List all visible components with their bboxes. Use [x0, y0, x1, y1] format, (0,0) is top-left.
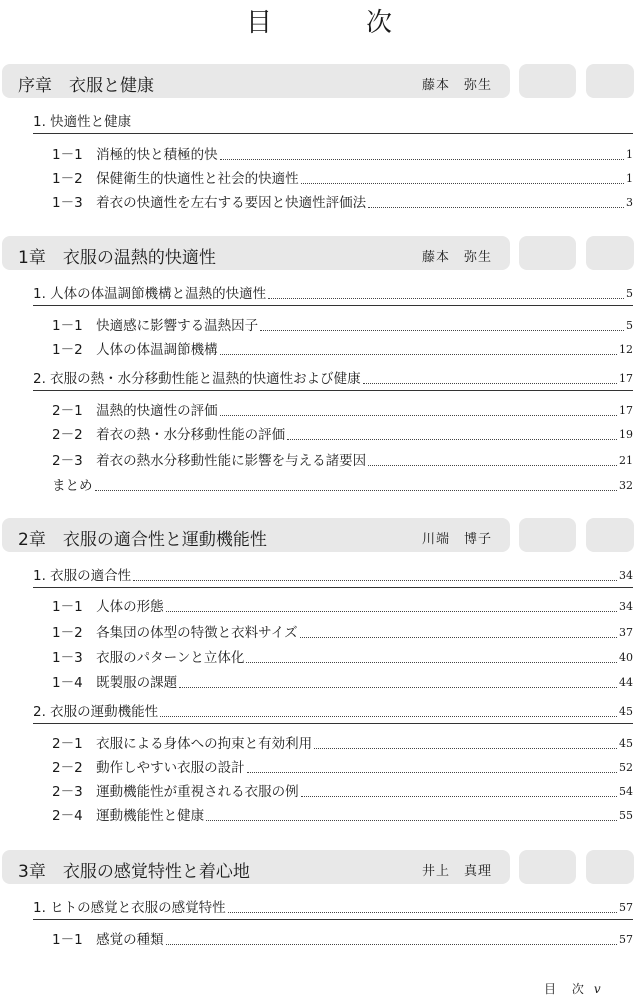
dot-leader: [246, 662, 617, 663]
chapter-title-bar: [2, 64, 510, 98]
dot-leader: [301, 796, 617, 797]
toc-entry[interactable]: [52, 807, 633, 825]
toc-entry[interactable]: [52, 452, 633, 470]
chapter-tab-box: [519, 64, 576, 98]
entry-label: 2－1 温熱的快適性の評価: [52, 403, 218, 419]
toc-entry[interactable]: [52, 759, 633, 777]
entry-label: 1－2 保健衛生的快適性と社会的快適性: [52, 171, 299, 187]
toc-entry[interactable]: [52, 598, 633, 616]
page-number: 45: [619, 705, 633, 718]
entry-label: 1－4 既製服の課題: [52, 675, 178, 691]
page-number: 1: [626, 172, 633, 185]
entry-label: 2－2 動作しやすい衣服の設計: [52, 760, 245, 776]
page-number: 57: [619, 901, 633, 914]
chapter-title-bar: [2, 236, 510, 270]
entry-label: 1－1 人体の形態: [52, 599, 164, 615]
dot-leader: [300, 637, 617, 638]
dot-leader: [368, 207, 624, 208]
page-number: 55: [619, 809, 633, 822]
entry-label: 1－1 感覚の種類: [52, 932, 164, 948]
entry-label: 1－3 衣服のパターンと立体化: [52, 650, 245, 666]
dot-leader: [206, 820, 617, 821]
dot-leader: [220, 415, 617, 416]
section-rule: [33, 723, 633, 724]
dot-leader: [314, 748, 617, 749]
toc-entry[interactable]: [52, 649, 633, 667]
page-number: 40: [619, 651, 633, 664]
chapter-tab-box: [519, 518, 576, 552]
entry-label: 2－4 運動機能性と健康: [52, 808, 205, 824]
chapter-tab-box: [586, 518, 634, 552]
page-number: 32: [619, 479, 633, 492]
toc-entry[interactable]: [52, 146, 633, 164]
dot-leader: [301, 183, 624, 184]
toc-entry[interactable]: [52, 426, 633, 444]
dot-leader: [220, 354, 617, 355]
toc-entry[interactable]: [52, 317, 633, 335]
section-label: 2. 衣服の熱・水分移動性能と温熱的快適性および健康: [33, 371, 361, 387]
page-title: 目 次: [245, 8, 426, 38]
section-rule: [33, 305, 633, 306]
page-number: 57: [619, 933, 633, 946]
chapter-header: [2, 236, 634, 270]
dot-leader: [166, 944, 617, 945]
entry-label: 1－2 人体の体温調節機構: [52, 342, 218, 358]
dot-leader: [220, 159, 624, 160]
section-label: 1. 人体の体温調節機構と温熱的快適性: [33, 286, 267, 302]
dot-leader: [160, 716, 617, 717]
toc-section[interactable]: [33, 899, 633, 917]
page-number: 34: [619, 600, 633, 613]
section-label: 2. 衣服の運動機能性: [33, 704, 159, 720]
dot-leader: [179, 687, 617, 688]
toc-section[interactable]: [33, 370, 633, 388]
dot-leader: [268, 298, 624, 299]
page-footer: [544, 980, 601, 997]
page-number: 21: [619, 454, 633, 467]
entry-label: 2－2 着衣の熱・水分移動性能の評価: [52, 427, 286, 443]
section-rule: [33, 133, 633, 134]
chapter-author: 藤本 弥生: [422, 78, 493, 93]
page-number: 5: [626, 287, 633, 300]
dot-leader: [228, 912, 617, 913]
toc-entry[interactable]: [52, 194, 633, 212]
entry-label: 2－1 衣服による身体への拘束と有効利用: [52, 736, 313, 752]
section-rule: [33, 919, 633, 920]
page-number: 45: [619, 737, 633, 750]
section-label: 1. ヒトの感覚と衣服の感覚特性: [33, 900, 226, 916]
entry-label: 2－3 運動機能性が重視される衣服の例: [52, 784, 299, 800]
chapter-title: 3章 衣服の感覚特性と着心地: [18, 862, 250, 882]
chapter-tab-box: [586, 236, 634, 270]
chapter-tab-box: [586, 64, 634, 98]
footer-label: 目 次: [544, 982, 590, 996]
chapter-title: 2章 衣服の適合性と運動機能性: [18, 530, 267, 550]
page-number: 3: [626, 196, 633, 209]
entry-label: 1－3 着衣の快適性を左右する要因と快適性評価法: [52, 195, 367, 211]
toc-entry[interactable]: [52, 624, 633, 642]
chapter-header: [2, 850, 634, 884]
footer-page-number: v: [593, 982, 601, 996]
toc-section[interactable]: [33, 285, 633, 303]
toc-entry[interactable]: [52, 674, 633, 692]
section-label: 1. 快適性と健康: [33, 114, 132, 130]
dot-leader: [287, 439, 617, 440]
chapter-author: 藤本 弥生: [422, 250, 493, 265]
toc-entry[interactable]: [52, 341, 633, 359]
entry-label: 1－1 快適感に影響する温熱因子: [52, 318, 259, 334]
page-number: 54: [619, 785, 633, 798]
page-number: 19: [619, 428, 633, 441]
chapter-title-bar: [2, 518, 510, 552]
section-label: 1. 衣服の適合性: [33, 568, 132, 584]
chapter-title: 序章 衣服と健康: [18, 76, 154, 96]
entry-label: 1－1 消極的快と積極的快: [52, 147, 218, 163]
toc-entry[interactable]: [52, 402, 633, 420]
toc-entry[interactable]: [52, 931, 633, 949]
chapter-header: [2, 518, 634, 552]
page-number: 17: [619, 372, 633, 385]
page-number: 44: [619, 676, 633, 689]
entry-label: 1－2 各集団の体型の特徴と衣料サイズ: [52, 625, 298, 641]
dot-leader: [95, 490, 618, 491]
toc-entry[interactable]: [52, 735, 633, 753]
page-number: 34: [619, 569, 633, 582]
page-number: 52: [619, 761, 633, 774]
dot-leader: [247, 772, 617, 773]
chapter-tab-box: [519, 236, 576, 270]
toc-entry[interactable]: [52, 170, 633, 188]
dot-leader: [166, 611, 617, 612]
dot-leader: [368, 465, 617, 466]
toc-section[interactable]: [33, 703, 633, 721]
toc-section[interactable]: [33, 113, 633, 131]
page-number: 1: [626, 148, 633, 161]
toc-entry[interactable]: [52, 477, 633, 495]
toc-entry[interactable]: [52, 783, 633, 801]
entry-label: まとめ: [52, 478, 93, 494]
page-number: 37: [619, 626, 633, 639]
dot-leader: [133, 580, 617, 581]
chapter-tab-box: [586, 850, 634, 884]
page-number: 5: [626, 319, 633, 332]
dot-leader: [260, 330, 624, 331]
chapter-title: 1章 衣服の温熱的快適性: [18, 248, 216, 268]
dot-leader: [363, 383, 617, 384]
section-rule: [33, 587, 633, 588]
page-number: 12: [619, 343, 633, 356]
section-rule: [33, 390, 633, 391]
chapter-author: 川端 博子: [422, 532, 493, 547]
chapter-author: 井上 真理: [422, 864, 493, 879]
entry-label: 2－3 着衣の熱水分移動性能に影響を与える諸要因: [52, 453, 367, 469]
chapter-title-bar: [2, 850, 510, 884]
toc-section[interactable]: [33, 567, 633, 585]
page-number: 17: [619, 404, 633, 417]
chapter-header: [2, 64, 634, 98]
chapter-tab-box: [519, 850, 576, 884]
